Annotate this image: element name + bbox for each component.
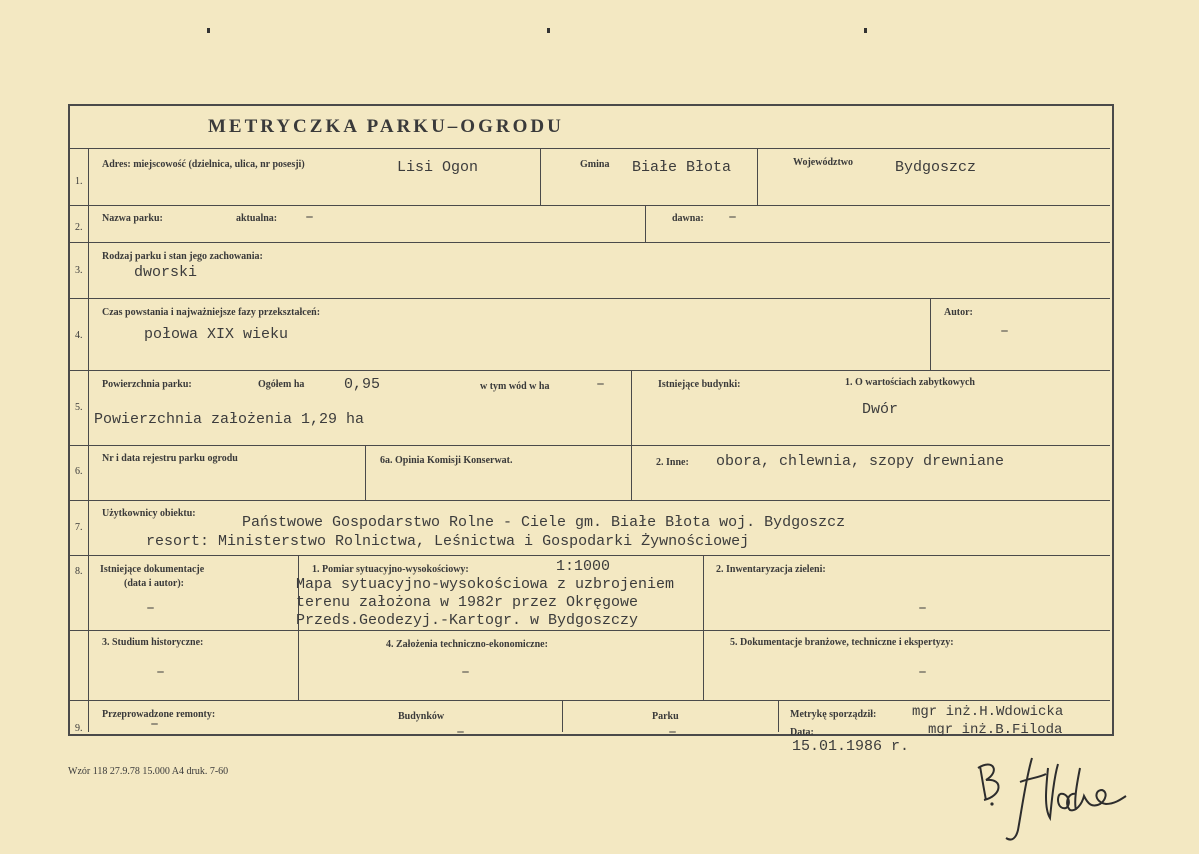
heritage-value: Dwór	[862, 401, 899, 418]
row-number: 7.	[75, 522, 83, 533]
author-label: Autor:	[944, 307, 973, 318]
other-buildings-value: obora, chlewnia, szopy drewniane	[716, 453, 1005, 470]
repairs-value: –	[150, 716, 160, 733]
prepared-by-label: Metrykę sporządził:	[790, 709, 877, 720]
gmina-value: Białe Błota	[632, 159, 732, 176]
prepared-by-value2: mgr inż.B.Filoda	[928, 722, 1063, 738]
row-number: 5.	[75, 402, 83, 413]
signature-image	[960, 738, 1140, 848]
buildings-repair-label: Budynków	[398, 711, 445, 722]
buildings-repair-value: –	[456, 724, 466, 741]
survey-scale: 1:1000	[556, 558, 611, 575]
row-number: 9.	[75, 723, 83, 734]
water-area-value: –	[596, 376, 606, 393]
park-repair-label: Parku	[652, 711, 679, 722]
tech-econ-label: 4. Założenia techniczno-ekonomiczne:	[386, 639, 548, 650]
history-study-value: –	[156, 664, 166, 681]
greenery-value: –	[918, 600, 928, 617]
mark	[547, 28, 550, 33]
voivodeship-value: Bydgoszcz	[895, 159, 977, 176]
commission-label: 6a. Opinia Komisji Konserwat.	[380, 455, 513, 466]
estate-area-value: Powierzchnia założenia 1,29 ha	[94, 411, 365, 428]
park-repair-value: –	[668, 724, 678, 741]
survey-line3: Przeds.Geodezyj.-Kartogr. w Bydgoszczy	[296, 612, 639, 629]
origin-value: połowa XIX wieku	[144, 326, 289, 343]
docs-label: Istniejące dokumentacje	[100, 564, 205, 575]
row-number: 3.	[75, 265, 83, 276]
park-type-label: Rodzaj parku i stan jego zachowania:	[102, 251, 263, 262]
current-name-value: –	[305, 209, 315, 226]
repairs-label: Przeprowadzone remonty:	[102, 709, 216, 720]
total-area-value: 0,95	[344, 376, 381, 393]
survey-line2: terenu założona w 1982r przez Okręgowe	[296, 594, 639, 611]
heritage-label: 1. O wartościach zabytkowych	[845, 377, 975, 388]
mark	[864, 28, 867, 33]
former-name-label: dawna:	[672, 213, 704, 224]
other-buildings-label: 2. Inne:	[656, 457, 689, 468]
survey-line1: Mapa sytuacyjno-wysokościowa z uzbrojeniem	[296, 576, 675, 593]
voivodeship-label: Województwo	[793, 157, 853, 168]
gmina-label: Gmina	[580, 159, 610, 170]
tech-econ-value: –	[461, 664, 471, 681]
row-number: 4.	[75, 330, 83, 341]
park-name-label: Nazwa parku:	[102, 213, 163, 224]
branch-docs-value: –	[918, 664, 928, 681]
current-name-label: aktualna:	[236, 213, 278, 224]
water-area-label: w tym wód w ha	[480, 381, 550, 392]
author-value: –	[1000, 323, 1010, 340]
docs-label-sub: (data i autor):	[124, 578, 184, 589]
total-area-label: Ogółem ha	[258, 379, 305, 390]
users-label: Użytkownicy obiektu:	[102, 508, 196, 519]
park-type-value: dworski	[134, 264, 198, 281]
address-value: Lisi Ogon	[397, 159, 479, 176]
row-number: 1.	[75, 176, 83, 187]
mark	[207, 28, 210, 33]
former-name-value: –	[728, 209, 738, 226]
docs-value: –	[146, 600, 156, 617]
form-footer: Wzór 118 27.9.78 15.000 A4 druk. 7-60	[68, 766, 229, 777]
history-study-label: 3. Studium historyczne:	[102, 637, 204, 648]
date-value: 15.01.1986 r.	[792, 738, 910, 755]
address-label: Adres: miejscowość (dzielnica, ulica, nr posesji)	[102, 159, 305, 170]
greenery-label: 2. Inwentaryzacja zieleni:	[716, 564, 826, 575]
users-value-line2: resort: Ministerstwo Rolnictwa, Leśnictwa i Gospodarki Żywnościowej	[146, 533, 750, 550]
branch-docs-label: 5. Dokumentacje branżowe, techniczne i ekspertyzy:	[730, 637, 954, 648]
registry-label: Nr i data rejestru parku ogrodu	[102, 453, 238, 464]
origin-label: Czas powstania i najważniejsze fazy przekształceń:	[102, 307, 321, 318]
date-label: Data:	[790, 727, 814, 738]
buildings-label: Istniejące budynki:	[658, 379, 741, 390]
prepared-by-value1: mgr inż.H.Wdowicka	[912, 704, 1064, 720]
users-value-line1: Państwowe Gospodarstwo Rolne - Ciele gm. Białe Błota woj. Bydgoszcz	[242, 514, 846, 531]
park-area-label: Powierzchnia parku:	[102, 379, 192, 390]
row-number: 8.	[75, 566, 83, 577]
form-title: METRYCZKA PARKU–OGRODU	[208, 116, 564, 137]
row-number: 6.	[75, 466, 83, 477]
row-number: 2.	[75, 222, 83, 233]
survey-label: 1. Pomiar sytuacyjno-wysokościowy:	[312, 564, 469, 575]
